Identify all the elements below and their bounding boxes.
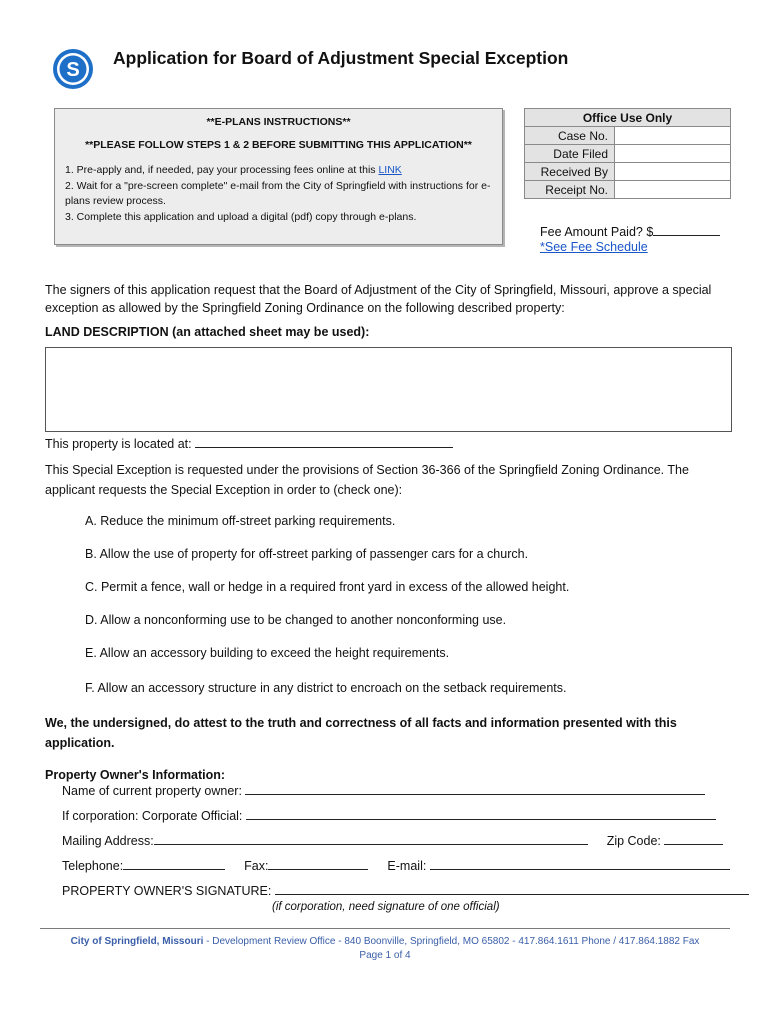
signature-row <box>62 883 749 898</box>
fax-label: Fax: <box>244 859 269 873</box>
option-e[interactable]: E. Allow an accessory building to exceed the height requirements. <box>85 646 450 660</box>
fee-amount-label: Fee Amount Paid? $ <box>540 225 654 239</box>
fee-amount-field[interactable] <box>653 224 720 236</box>
contact-row <box>62 858 730 873</box>
date-filed-field[interactable] <box>615 145 731 163</box>
mailing-address-label: Mailing Address: <box>62 834 154 848</box>
corporate-official-field[interactable] <box>246 808 716 820</box>
receipt-no-label: Receipt No. <box>525 181 615 199</box>
option-d[interactable]: D. Allow a nonconforming use to be changed to another nonconforming use. <box>85 613 507 627</box>
case-no-field[interactable] <box>615 127 731 145</box>
option-b[interactable]: B. Allow the use of property for off-street parking of passenger cars for a church. <box>85 547 529 561</box>
owner-name-field[interactable] <box>245 783 705 795</box>
located-at-label: This property is located at: <box>45 437 192 451</box>
instruction-step-2: 2. Wait for a "pre-screen complete" e-mail from the City of Springfield with instructions for e-plans review process. <box>65 179 491 207</box>
footer-address <box>0 936 770 947</box>
instruction-step-3: 3. Complete this application and upload a digital (pdf) copy through e-plans. <box>65 210 417 223</box>
mailing-address-field[interactable] <box>154 833 588 845</box>
footer-city: City of Springfield, Missouri <box>70 936 204 947</box>
eplans-instructions-box <box>54 108 503 245</box>
email-label: E-mail: <box>387 859 427 873</box>
option-a[interactable]: A. Reduce the minimum off-street parking requirements. <box>85 514 396 528</box>
signature-label: PROPERTY OWNER'S SIGNATURE: <box>62 884 272 898</box>
received-by-label: Received By <box>525 163 615 181</box>
corporate-official-row <box>62 808 716 823</box>
telephone-label: Telephone: <box>62 859 124 873</box>
attest-statement: We, the undersigned, do attest to the truth and correctness of all facts and information presented with this application. <box>45 716 677 750</box>
owner-info-heading: Property Owner's Information: <box>45 768 226 782</box>
office-use-heading: Office Use Only <box>525 109 731 127</box>
intro-paragraph: The signers of this application request that the Board of Adjustment of the City of Springfield, Missouri, approve a special exception as allowed by the Springfield Zoning Ordinance on the following described property: <box>45 283 712 315</box>
city-logo-icon <box>52 48 94 90</box>
instruction-step-1: 1. Pre-apply and, if needed, pay your processing fees online at this LINK <box>65 164 402 176</box>
page-number: Page 1 of 4 <box>359 950 411 961</box>
signature-note: (if corporation, need signature of one official) <box>272 901 500 913</box>
land-description-label: LAND DESCRIPTION (an attached sheet may be used): <box>45 325 370 339</box>
zip-code-label: Zip Code: <box>606 834 661 848</box>
telephone-field[interactable] <box>123 858 225 870</box>
option-f[interactable]: F. Allow an accessory structure in any district to encroach on the setback requirements. <box>85 681 567 695</box>
office-use-table <box>524 108 731 199</box>
email-field[interactable] <box>430 858 730 870</box>
zip-code-field[interactable] <box>664 833 723 845</box>
owner-name-label: Name of current property owner: <box>62 784 242 798</box>
footer-divider <box>40 928 730 929</box>
corporate-official-label: If corporation: Corporate Official: <box>62 809 243 823</box>
instructions-heading: **E-PLANS INSTRUCTIONS** <box>206 116 351 128</box>
instructions-steps <box>65 163 494 225</box>
instructions-subheading: **PLEASE FOLLOW STEPS 1 & 2 BEFORE SUBMITTING THIS APPLICATION** <box>85 139 472 151</box>
owner-name-row <box>62 783 705 798</box>
fee-amount-row <box>540 224 720 239</box>
receipt-no-field[interactable] <box>615 181 731 199</box>
case-no-label: Case No. <box>525 127 615 145</box>
page-title: Application for Board of Adjustment Special Exception <box>113 48 569 68</box>
date-filed-label: Date Filed <box>525 145 615 163</box>
located-at-field[interactable] <box>195 436 453 448</box>
option-c[interactable]: C. Permit a fence, wall or hedge in a required front yard in excess of the allowed height. <box>85 580 570 594</box>
pre-apply-link[interactable]: LINK <box>378 164 402 176</box>
signature-field[interactable] <box>275 883 749 895</box>
logo-letter: S <box>66 59 80 81</box>
fax-field[interactable] <box>268 858 368 870</box>
fee-schedule-link[interactable]: *See Fee Schedule <box>540 240 648 254</box>
footer-details: - Development Review Office - 840 Boonville, Springfield, MO 65802 - 417.864.1611 Phone / 417.864.1882 Fax <box>203 936 700 947</box>
located-at-row <box>45 435 735 453</box>
mailing-address-row <box>62 833 723 848</box>
provisions-paragraph: This Special Exception is requested under the provisions of Section 36-366 of the Springfield Zoning Ordinance. The applicant requests the Special Exception in order to (check one): <box>45 463 689 497</box>
received-by-field[interactable] <box>615 163 731 181</box>
land-description-field[interactable] <box>45 347 732 432</box>
